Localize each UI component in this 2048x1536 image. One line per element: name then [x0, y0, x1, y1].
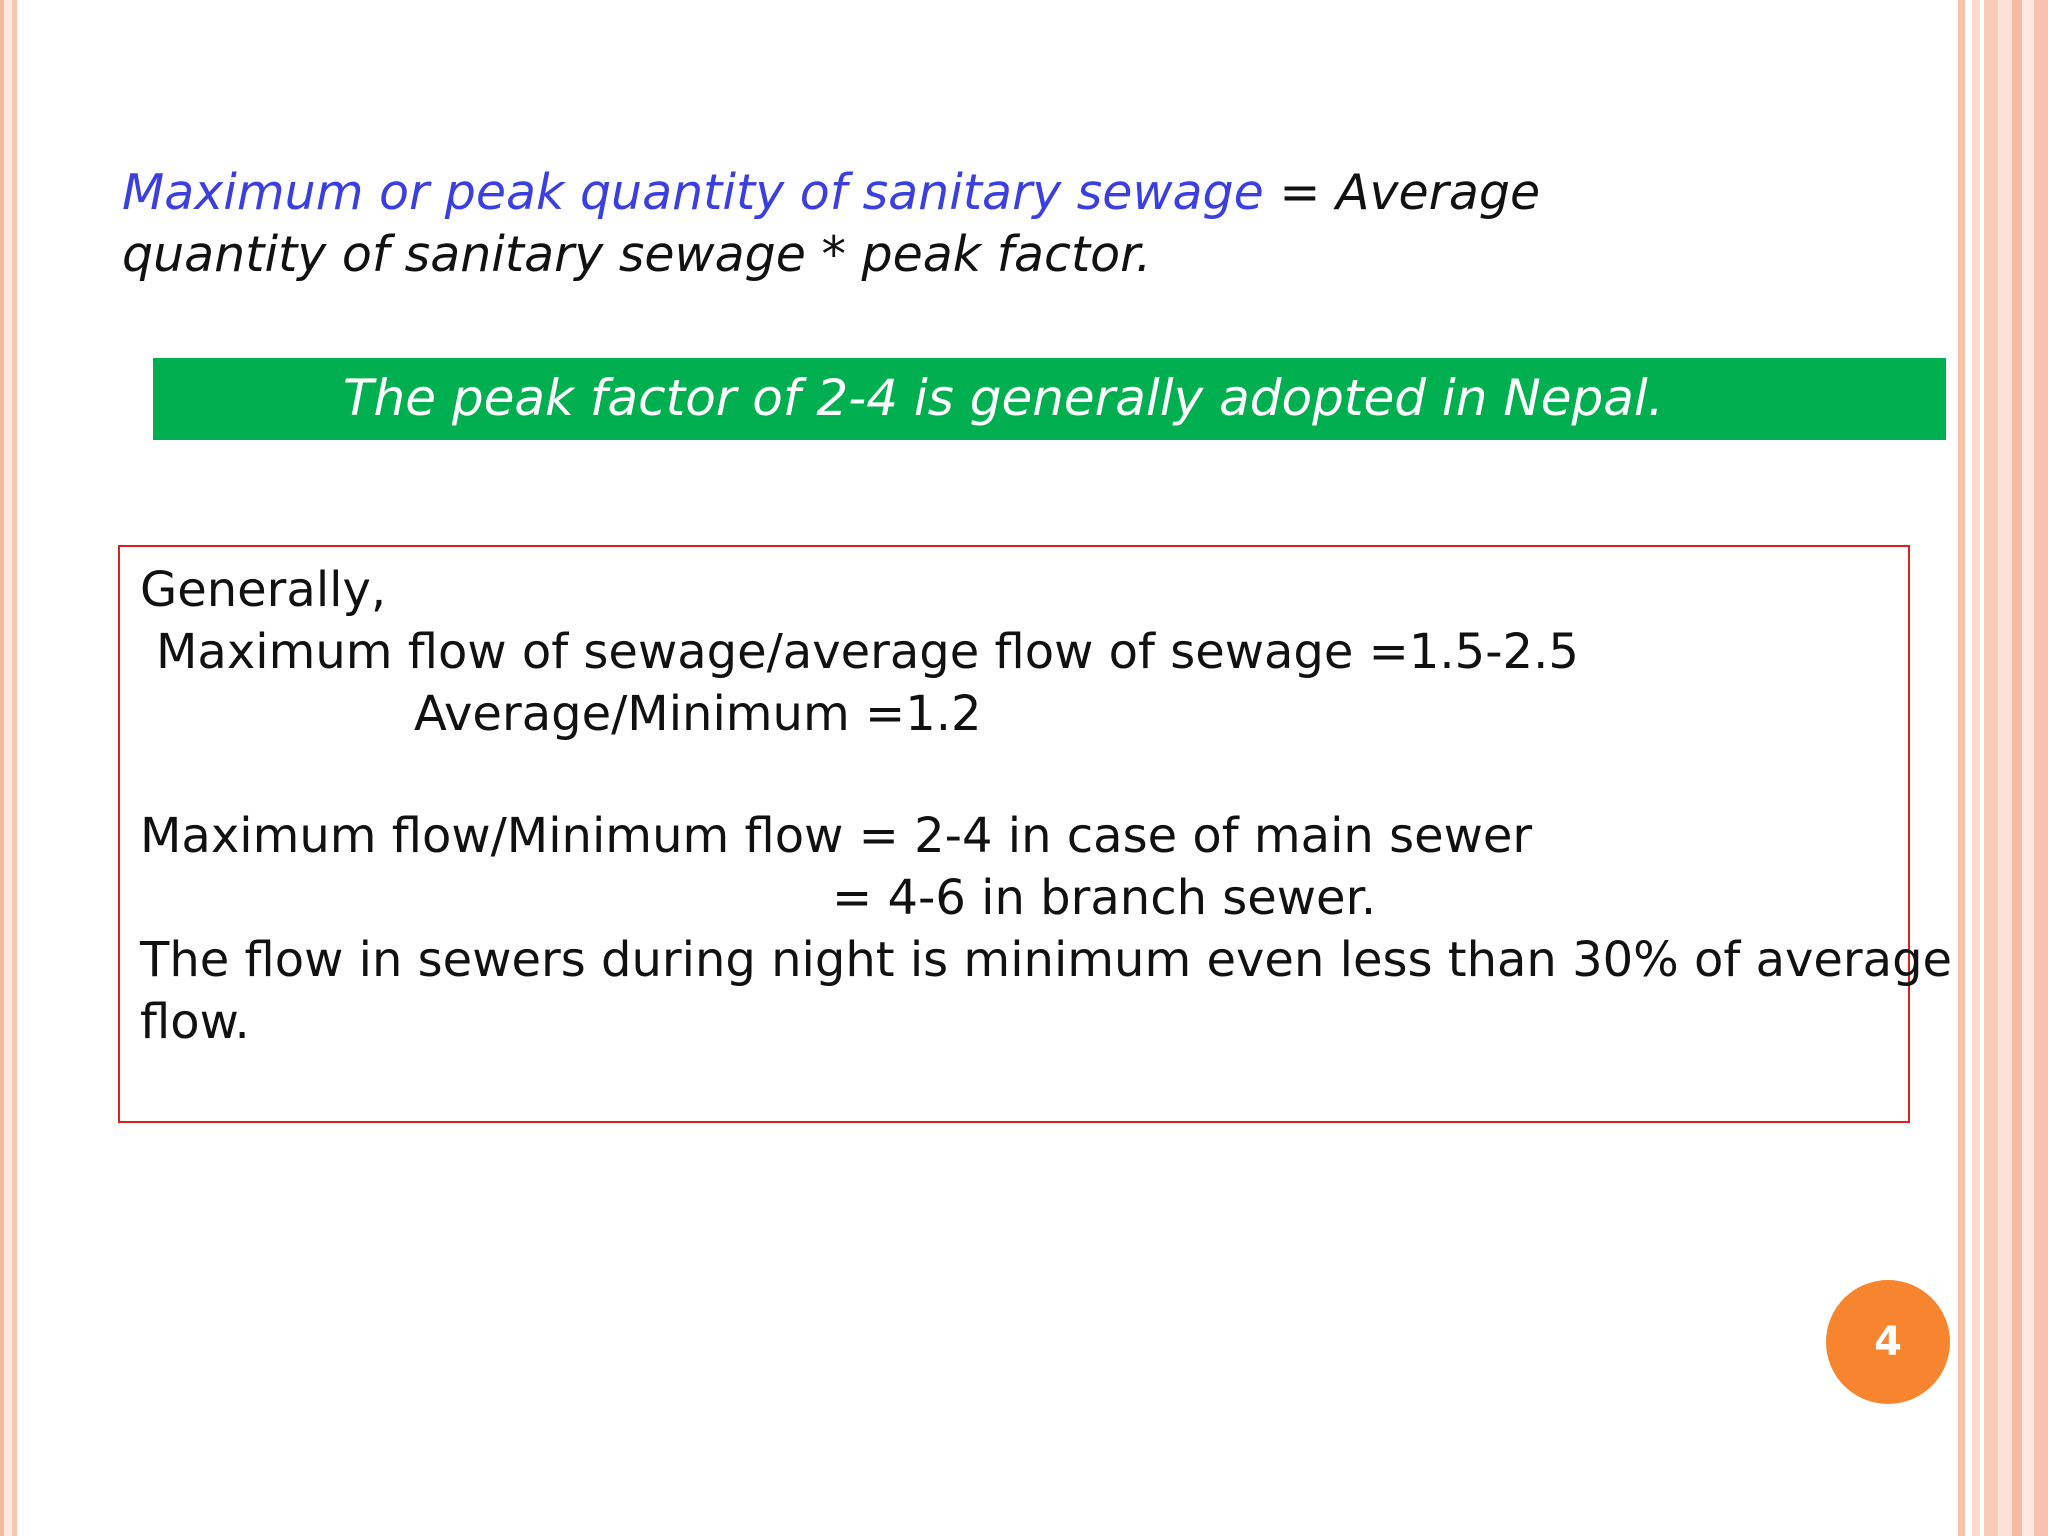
box-line-night-flow-cont: flow.: [140, 994, 250, 1050]
formula-highlighted-term: Maximum or peak quantity of sanitary sewage: [122, 164, 1264, 221]
banner-text: The peak factor of 2-4 is generally adopted in Nepal.: [343, 369, 1664, 427]
peak-factor-banner: [153, 358, 1946, 440]
left-decorative-border: [0, 0, 20, 1536]
page-number-badge: 4: [1826, 1280, 1950, 1404]
box-line-generally: Generally,: [140, 562, 387, 618]
right-decorative-border: [1958, 0, 2048, 1536]
peak-quantity-formula: [122, 162, 1722, 286]
flow-ratio-box: [118, 545, 1953, 1123]
formula-rest: = Average quantity of sanitary sewage * peak factor.: [122, 164, 1541, 283]
box-line-night-flow: The flow in sewers during night is minimum even less than 30% of average: [140, 932, 1953, 988]
box-line-branch-sewer: = 4-6 in branch sewer.: [832, 870, 1377, 926]
box-line-avg-min-ratio: Average/Minimum =1.2: [414, 686, 982, 742]
box-line-main-sewer: Maximum flow/Minimum flow = 2-4 in case of main sewer: [140, 808, 1533, 864]
box-line-max-avg-ratio: Maximum flow of sewage/average flow of sewage =1.5-2.5: [156, 624, 1579, 680]
